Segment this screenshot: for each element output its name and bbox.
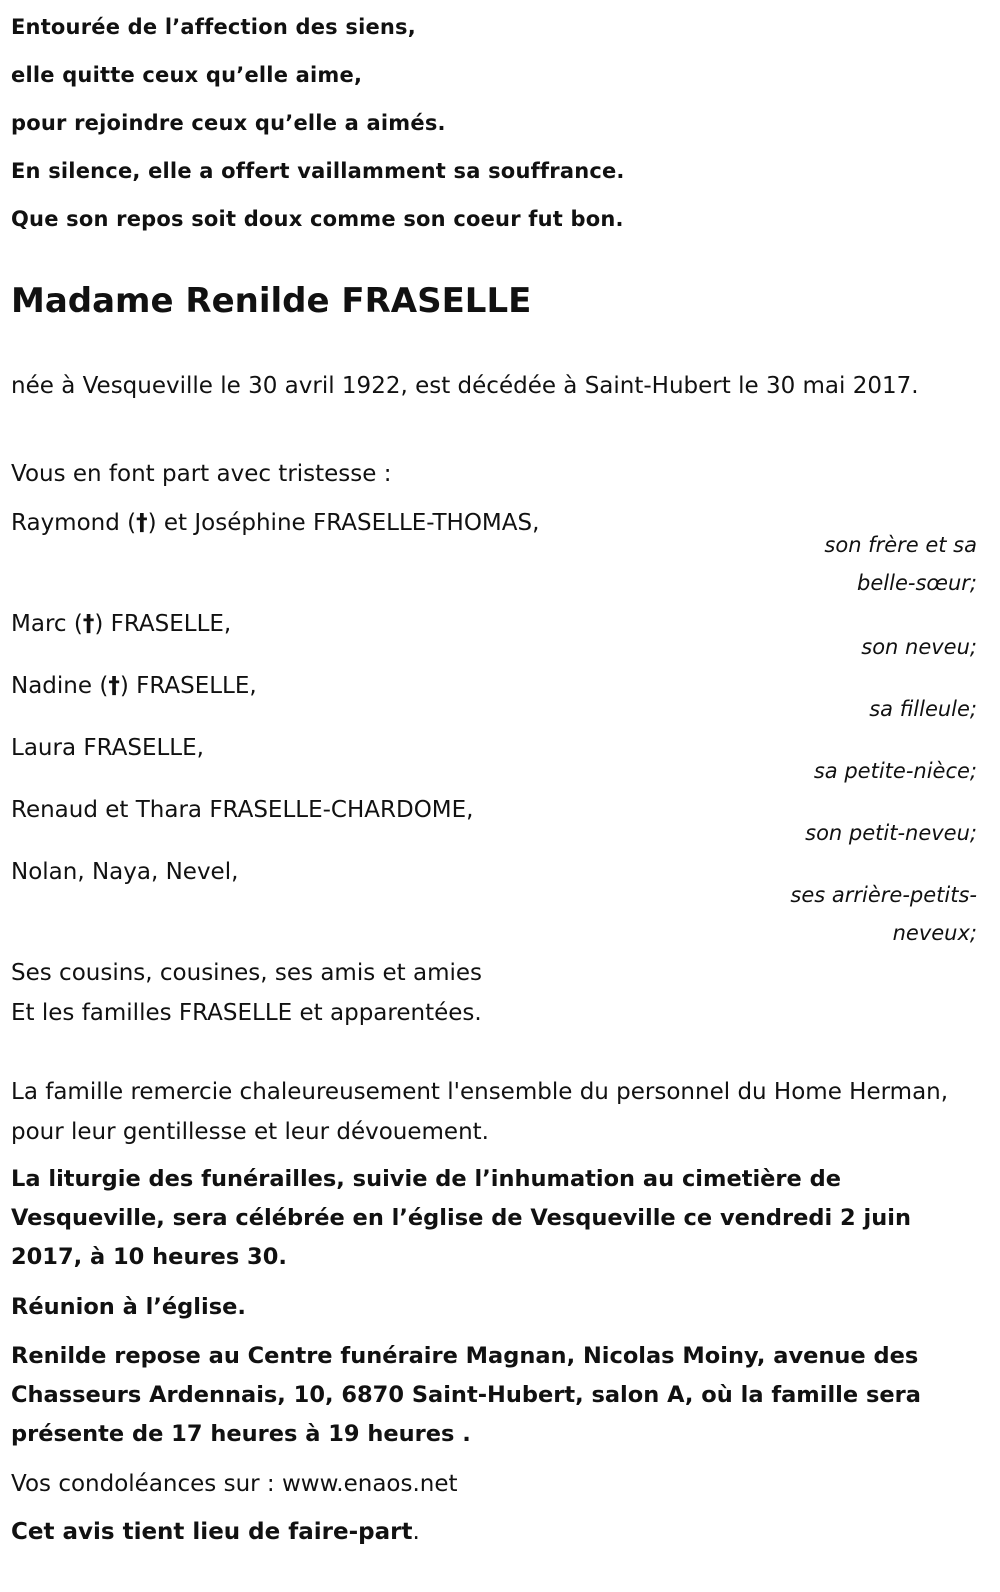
closing-text: Cet avis tient lieu de faire-part. (11, 1519, 420, 1545)
family-relation: son frère et sa belle-sœur; (824, 533, 977, 595)
cross-icon: † (136, 510, 148, 536)
family-member-name: Renaud et Thara FRASELLE-CHARDOME, (11, 797, 474, 823)
condolences-text: Vos condoléances sur : www.enaos.net (11, 1471, 458, 1497)
family-member-name: Laura FRASELLE, (11, 735, 204, 761)
liturgy-text: La liturgie des funérailles, suivie de l’inhumation au cimetière de Vesqueville, sera célébrée en l’église de Vesqueville ce vendredi 2 juin 2017, à 10 heures 30. (11, 1166, 911, 1270)
deceased-name-title: Madame Renilde FRASELLE (11, 281, 532, 321)
family-relation: ses arrière-petits- neveux; (790, 883, 977, 945)
poem-line: pour rejoindre ceux qu’elle a aimés. (11, 111, 446, 135)
family-relation: sa filleule; (869, 697, 977, 721)
family-member-name: Nadine (†) FRASELLE, (11, 673, 257, 699)
poem-line: elle quitte ceux qu’elle aime, (11, 63, 363, 87)
cross-icon: † (108, 673, 120, 699)
thanks-text: La famille remercie chaleureusement l'ensemble du personnel du Home Herman, pour leur gentillesse et leur dévouement. (11, 1079, 949, 1145)
other-relatives: Ses cousins, cousines, ses amis et amies Et les familles FRASELLE et apparentées. (11, 960, 483, 1026)
family-member-name: Nolan, Naya, Nevel, (11, 859, 239, 885)
meeting-text: Réunion à l’église. (11, 1294, 246, 1320)
family-relation: son petit-neveu; (805, 821, 977, 845)
poem-line: Que son repos soit doux comme son coeur fut bon. (11, 207, 624, 231)
family-member-name: Marc (†) FRASELLE, (11, 611, 232, 637)
family-member-name: Raymond (†) et Joséphine FRASELLE-THOMAS, (11, 510, 540, 536)
family-relation: sa petite-nièce; (813, 759, 977, 783)
cross-icon: † (82, 611, 95, 637)
birth-death-info: née à Vesqueville le 30 avril 1922, est décédée à Saint-Hubert le 30 mai 2017. (11, 373, 919, 399)
repose-text: Renilde repose au Centre funéraire Magnan, Nicolas Moiny, avenue des Chasseurs Ardennais, 10, 6870 Saint-Hubert, salon A, où la famille sera présente de 17 heures à 19 heures . (11, 1343, 921, 1447)
intro-text: Vous en font part avec tristesse : (11, 461, 392, 487)
family-relation: son neveu; (861, 635, 977, 659)
poem-line: En silence, elle a offert vaillamment sa souffrance. (11, 159, 625, 183)
poem-line: Entourée de l’affection des siens, (11, 15, 416, 39)
